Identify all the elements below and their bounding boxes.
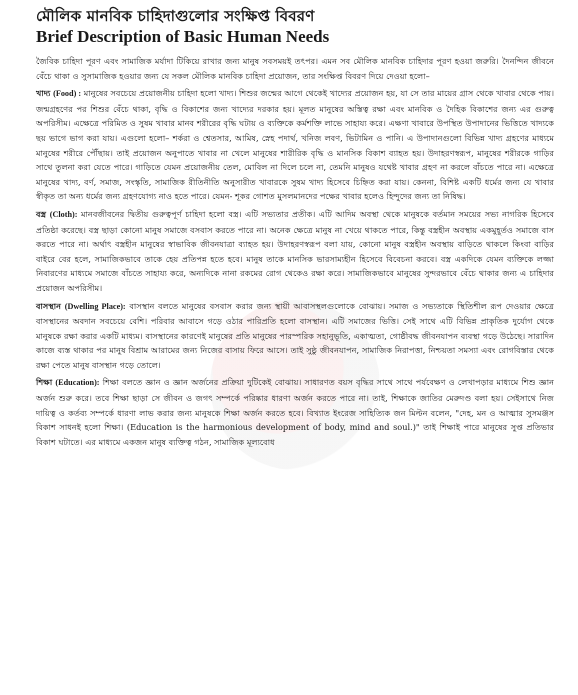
section-dwelling (36, 299, 554, 373)
term-food-english: (Food) : (53, 89, 82, 99)
section-food (36, 86, 554, 204)
section-food-text: মানুষের সবচেয়ে প্রয়োজনীয় চাহিদা হলো খাদ্য। শিশুর জন্মের আগে থেকেই খাদ্যের প্রয়োজন হয়, যা সে তার মায়ের গ্রাস থেকে খাবার থেকে পায়। জন্মগ্রহণের পর শিশুর বেঁচে থাকা, বৃদ্ধি ও বিকাশের জন্য খাদ্যের দরকার হয়। মূলত মানুষের অস্তিত্ব রক্ষা এবং মানবিক ও দৈহিক বিকাশের জন্য এর গুরুত্ব অপরিসীম। এক্ষেত্রে পরিমিত ও সুষম খাবার মানব শরীরের বৃদ্ধি ঘটায় ও ব্যক্তিকে কর্মশক্তি লাভে সাহায্য করে। এক্ষণা খাবারে উপস্থিত উপাদানের ভিত্তিতে খাদ্যকে ছয় ভাগে ভাগ করা যায়। এগুলো হলো– শর্করা ও শ্বেতসার, আমিষ, স্নেহ পদার্থ, খনিজ লবণ, ভিটামিন ও পানি। এ উপাদানগুলো বিভিন্ন খাদ্য গ্রহণের মাধ্যমে মানুষের শরীরে পৌঁছায়। তাই প্রয়োজন অনুপাতে খাবার না খেলে মানুষের শারীরিক বৃদ্ধি ও মানসিক বিকাশ ব্যাহত হয়। উদাহরণস্বরূপ, মানুষের শরীরকে গাড়ির সাথে তুলনা করা যেতে পারে। গাড়িতে যেমন প্রয়োজনীয় তেল, মোবিল না দিলে চলে না, তেমনি মানুষও যথেষ্ট খাবার গ্রহণ না করলে বাঁচতে পারে না। এক্ষেত্রে মানুষের খাদ্য, বর্ণ, সমাজ, সংস্কৃতি, সামাজিক রীতিনীতি অনুসারীত খাবারকে সুষম খাদ্য হিসেবে চিহ্নিত করা যায়। কেননা, বিশিষ্ট একটি ধর্মের জন্য যে খাবার স্বীকৃত তা অন্য ধর্মের জন্য গ্রহণযোগ্য নাও হতে পারে। যেমন- শূকর গোশত মুসলমানদের পক্ষের খাবার হলেও হিন্দুদের জন্য তা নিষিদ্ধ। (36, 88, 555, 202)
section-cloth-text: মানবজীবনের দ্বিতীয় গুরুত্বপূর্ণ চাহিদা হলো বস্ত্র। এটি সভ্যতার প্রতীক। এটি আদিম অবস্থা থেকে মানুষকে বর্তমান সময়ের সভ্য নাগরিক হিসেবে প্রতিষ্ঠা করেছে। বস্ত্র ছাড়া কোনো মানুষ সমাজে বসবাস করতে পারে না। অনেক ক্ষেত্রে মানুষ না খেয়ে থাকতে পারে, কিন্তু বস্ত্রহীন অবস্থায় একমুহূর্তও সমাজে বাস করতে পারে না। অর্থাৎ বস্ত্রহীন মানুষের স্বাভাবিক জীবনযাত্রা ব্যাহত হয়। উদাহরণস্বরূপ বলা যায়, কোনো মানুষ বস্ত্রহীন অবস্থায় বাড়িতে থাকলে কিংবা বাড়ির বাইরে বের হলে, সামাজিকভাবে তাকে হেয় প্রতিপন্ন হতে হবে। মানুষ তাকে মানসিক ভারসাম্যহীন হিসেবে বিবেচনা করবে। বস্ত্র একদিকে যেমন ব্যক্তিকে লজ্জা নিবারণের মাধ্যমে সমাজে বাঁচতে সাহায্য করে, অন্যদিকে নানা রকমের রোগ থেকেও রক্ষা করে। সামাজিকভাবে মানুষের সুন্দরভাবে বেঁচে থাকার জন্য এ চাহিদার প্রয়োজন অপরিসীম। (36, 208, 555, 293)
term-cloth-english: (Cloth): (49, 209, 78, 219)
section-cloth (36, 207, 554, 296)
term-dwelling-bangla: বাসস্থান (36, 300, 62, 311)
intro-paragraph: জৈবিক চাহিদা পূরণ এবং সামাজিক মর্যাদা টিকিয়ে রাখার জন্য মানুষ সবসময়ই তৎপর। এমন সব মৌলিক মানবিক চাহিদার পূরণ হওয়া জরুরি। দৈনন্দিন জীবনে বেঁচে থাকা ও সুসামাজিক হওয়ার জন্য যে সকল মৌলিক মানবিক চাহিদা প্রয়োজন, তার সংক্ষিপ্ত বিবরণ দিয়ে দেওয়া হলো– (36, 56, 554, 81)
term-dwelling-english: (Dwelling Place): (64, 301, 126, 311)
document-page (36, 6, 554, 452)
section-education (36, 375, 554, 449)
term-cloth-bangla: বস্ত্র (36, 208, 47, 219)
title-bangla: মৌলিক মানবিক চাহিদাগুলোর সংক্ষিপ্ত বিবরণ (36, 7, 315, 25)
title-english: Brief Description of Basic Human Needs (36, 27, 330, 46)
term-food-bangla: খাদ্য (36, 88, 51, 99)
term-education-english: (Education): (55, 378, 100, 388)
section-education-text: শিক্ষা বলতে জ্ঞান ও জ্ঞান অর্জনের প্রক্রিয়া দুটিকেই বোঝায়। সাধারণত বয়স বৃদ্ধির সাথে সাথে পর্যবেক্ষণ ও লেখাপড়ার মাধ্যমে শিশু জ্ঞান অর্জন শুরু করে। তবে শিক্ষা ছাড়া সে জীবন ও জগৎ সম্পর্কে পরিষ্কার ধারণা অর্জন করতে পারে না। তাই, শিক্ষাকে জাতির মেরুদণ্ড বলা হয়। সেইসাথে নিজ দায়িত্ব ও কর্তব্য সম্পর্কে ধারণা লাভ করার জন্য মানুষকে শিক্ষা অর্জন করতে হবে। বিখ্যাত ইংরেজ সাহিত্যিক জন মিল্টন বলেন, "দেহ, মন ও আত্মার সুসমঞ্জস বিকাশ সাধনই হলো শিক্ষা। (Education is the harmonious development of body, mind and soul.)" তাই শিক্ষাই পারে মানুষের সুপ্ত প্রতিভার বিকাশ ঘটাতে। এর মাধ্যমে একজন মানুষ ব্যক্তিত্ব গঠন, সামাজিক মূল্যবোধ (36, 377, 554, 447)
term-education-bangla: শিক্ষা (36, 377, 53, 388)
section-dwelling-text: বাসস্থান বলতে মানুষের বসবাস করার জন্য স্থায়ী আবাসস্থলগুলোকে বোঝায়। সমাজ ও সভ্যতাকে স্থিতিশীল রূপ দেওয়ার ক্ষেত্রে বাসস্থানের অবদান সবচেয়ে বেশি। পরিবার আবাসে গড়ে ওঠার পারিপ্রতি হলো বাসস্থান। এটি সমাজের ভিত্তি। সেই সাথে এটি বিভিন্ন প্রাকৃতিক দুর্যোগ থেকে মানুষকে রক্ষা করার একটি মাধ্যম। বাসস্থানের কারণেই মানুষের প্রতি মানুষের পারস্পরিক সহানুভূতি, একাত্মতা, গোষ্ঠীবদ্ধ জীবনযাপন ব্যবস্থা গড়ে উঠেছে। সারাদিন কাজে ব্যস্ত থাকার পর মানুষ বিশ্রাম আরামের জন্য নিজের বাসায় ফিরে আসে। তাই সুষ্ঠু জীবনযাপন, সামাজিক নিরাপত্তা, নিশ্চয়তা সমস্যা এবং রোগবিস্তার থেকে রক্ষা পেতে মানুষ বাসস্থান গড়ে তোলে। (36, 300, 554, 370)
